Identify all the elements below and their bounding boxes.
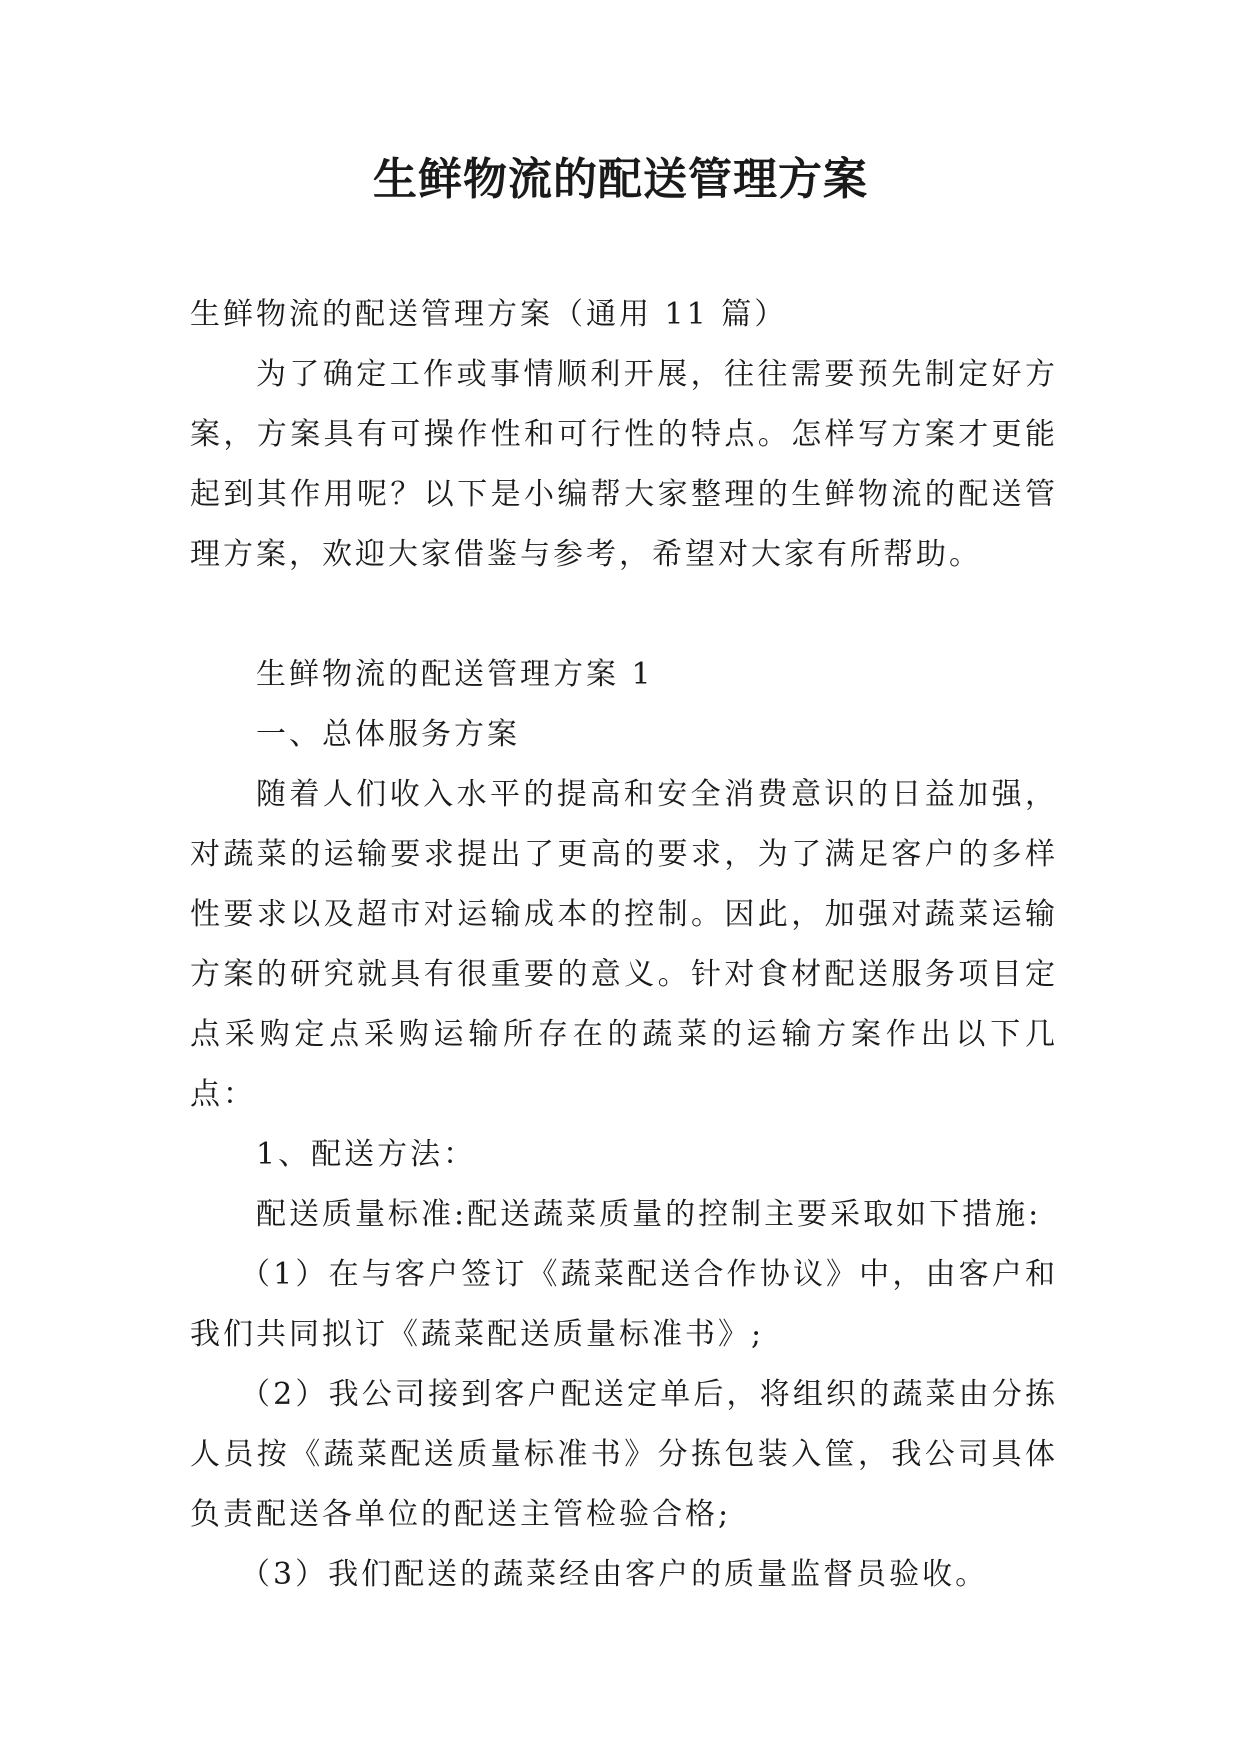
subsection-heading: 一、总体服务方案 — [256, 717, 520, 752]
body-paragraph: 随着人们收入水平的提高和安全消费意识的日益加强，对蔬菜的运输要求提出了更高的要求，为了满足客户的多样性要求以及超市对运输成本的控制。因此，加强对蔬菜运输方案的研究就具有很重要的意义。针对食材配送服务项目定点采购定点采购运输所存在的蔬菜的运输方案作出以下几点： — [190, 777, 1058, 1112]
intro-paragraph: 为了确定工作或事情顺利开展，往往需要预先制定好方案，方案具有可操作性和可行性的特点。怎样写方案才更能起到其作用呢？以下是小编帮大家整理的生鲜物流的配送管理方案，欢迎大家借鉴与参考，希望对大家有所帮助。 — [190, 357, 1058, 572]
section-heading: 生鲜物流的配送管理方案 1 — [256, 657, 654, 692]
list-item: （3）我们配送的蔬菜经由客户的质量监督员验收。 — [240, 1557, 989, 1592]
paragraph-gap — [190, 585, 1058, 645]
list-item: （2）我公司接到客户配送定单后，将组织的蔬菜由分拣人员按《蔬菜配送质量标准书》分拣包装入筐，我公司具体负责配送各单位的配送主管检验合格; — [190, 1377, 1058, 1532]
body-paragraph: 配送质量标准:配送蔬菜质量的控制主要采取如下措施: — [256, 1197, 1042, 1232]
list-heading: 1、配送方法： — [256, 1137, 477, 1172]
document-title: 生鲜物流的配送管理方案 — [373, 154, 868, 205]
subtitle-paragraph: 生鲜物流的配送管理方案（通用 11 篇） — [190, 297, 788, 332]
document-body — [190, 285, 1058, 1605]
list-item: （1）在与客户签订《蔬菜配送合作协议》中，由客户和我们共同拟订《蔬菜配送质量标准书》; — [190, 1257, 1058, 1352]
